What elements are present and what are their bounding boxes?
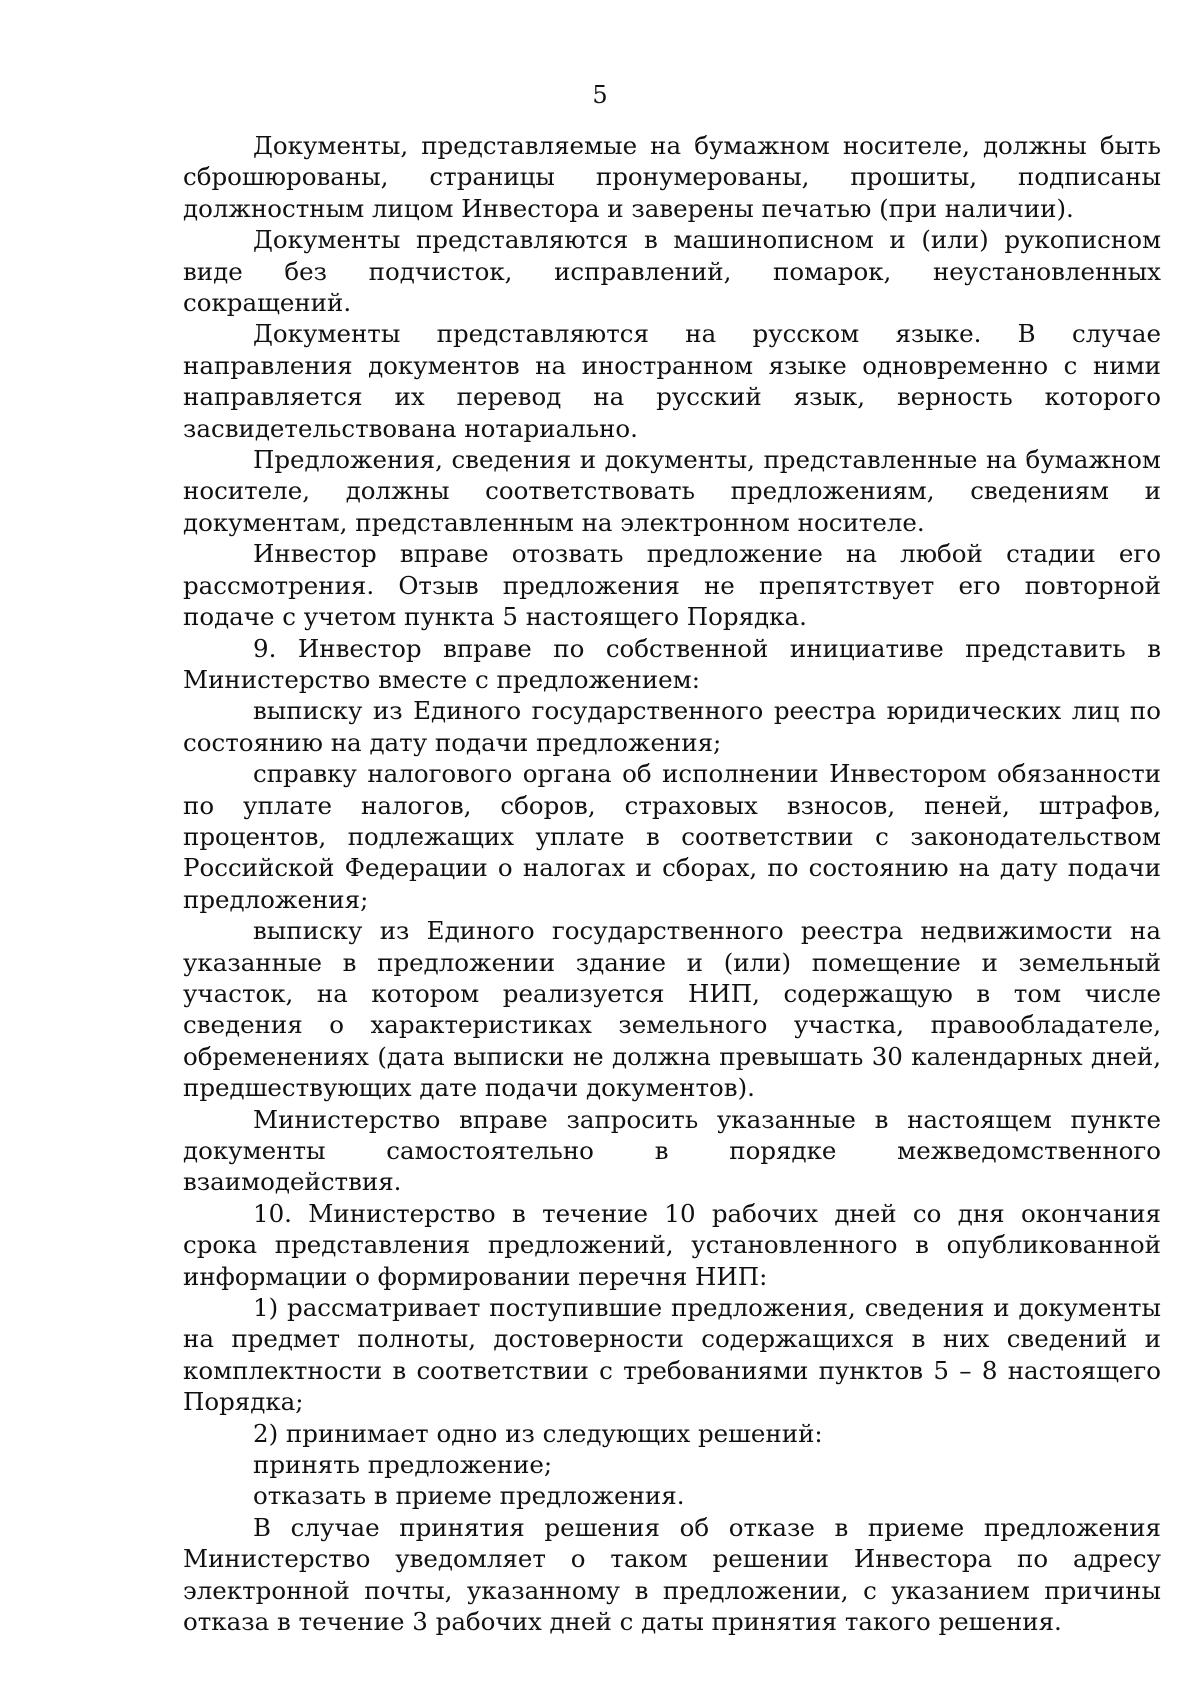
document-body — [183, 130, 1161, 1638]
paragraph-ministry-request: Министерство вправе запросить указанные в настоящем пункте документы самостоятельно в порядке межведомственного взаимодействия. — [183, 1104, 1161, 1197]
paragraph-item-9: 9. Инвестор вправе по собственной инициативе представить в Министерство вместе с предложением: — [183, 633, 1161, 694]
paragraph-accept-option: принять предложение; — [253, 1450, 553, 1480]
paragraph-rejection-notice: В случае принятия решения об отказе в приеме предложения Министерство уведомляет о таком решении Инвестора по адресу электронной почты, указанному в предложении, с указанием причины отказа в течение 3 рабочих дней с даты принятия такого решения. — [183, 1512, 1161, 1637]
page-number: 5 — [592, 81, 608, 109]
paragraph-item-10: 10. Министерство в течение 10 рабочих дней со дня окончания срока представления предложений, установленного в опубликованной информации о формировании перечня НИП: — [183, 1198, 1161, 1291]
paragraph-paper-electronic-match: Предложения, сведения и документы, представленные на бумажном носителе, должны соответствовать предложениям, сведениям и документам, представленным на электронном носителе. — [183, 445, 1161, 537]
paragraph-reject-option: отказать в приеме предложения. — [253, 1481, 685, 1511]
paragraph-documents-form: Документы представляются в машинописном и (или) рукописном виде без подчисток, исправлений, помарок, неустановленных сокращений. — [183, 225, 1161, 318]
paragraph-item-10-2: 2) принимает одно из следующих решений: — [253, 1418, 823, 1448]
paragraph-tax-certificate: справку налогового органа об исполнении Инвестором обязанности по уплате налогов, сборов, страховых взносов, пеней, штрафов, процентов, подлежащих уплате в соответствии с законодательством Российской Федерации о налогах и сборах, по состоянию на дату подачи предложения; — [183, 759, 1161, 914]
paragraph-documents-language: Документы представляются на русском языке. В случае направления документов на иностранном языке одновременно с ними направляется их перевод на русский язык, верность которого засвидетельствована нотариально. — [183, 319, 1161, 443]
paragraph-documents-bound: Документы, представляемые на бумажном носителе, должны быть сброшюрованы, страницы пронумерованы, прошиты, подписаны должностным лицом Инвестора и заверены печатью (при наличии). — [183, 131, 1161, 223]
paragraph-egrul-extract: выписку из Единого государственного реестра юридических лиц по состоянию на дату подачи предложения; — [183, 696, 1161, 757]
paragraph-item-10-1: 1) рассматривает поступившие предложения, сведения и документы на предмет полноты, достоверности содержащихся в них сведений и комплектности в соответствии с требованиями пунктов 5 – 8 настоящего Порядка; — [183, 1293, 1161, 1417]
paragraph-egrn-extract: выписку из Единого государственного реестра недвижимости на указанные в предложении здание и (или) помещение и земельный участок, на котором реализуется НИП, содержащую в том числе сведения о характеристиках земельного участка, правообладателе, обременениях (дата выписки не должна превышать 30 календарных дней, предшествующих дате подачи документов). — [183, 916, 1161, 1103]
paragraph-withdraw-proposal: Инвестор вправе отозвать предложение на любой стадии его рассмотрения. Отзыв предложения не препятствует его повторной подаче с учетом пункта 5 настоящего Порядка. — [183, 539, 1161, 632]
